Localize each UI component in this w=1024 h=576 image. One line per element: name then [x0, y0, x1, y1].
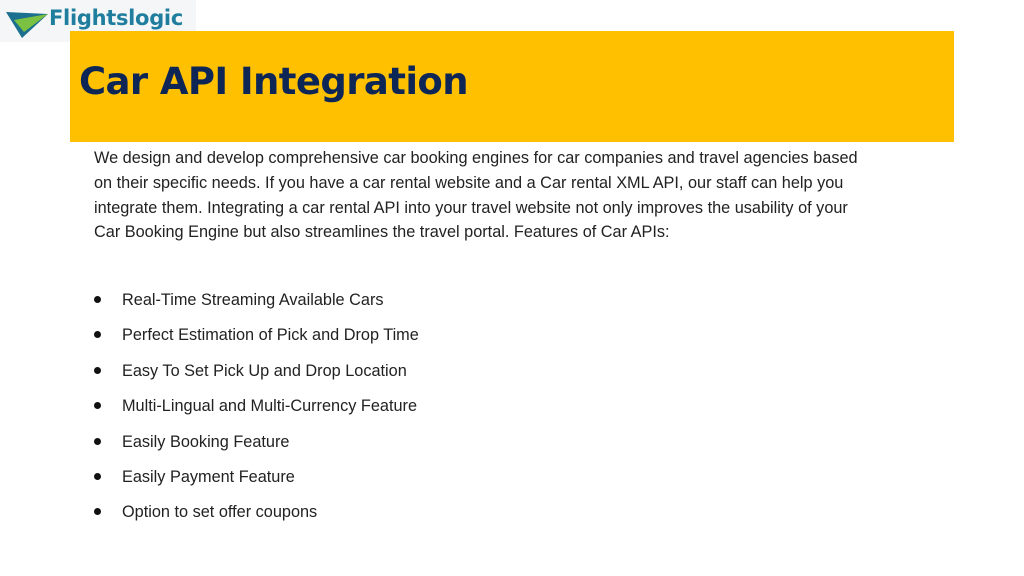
- bullet-icon: [94, 402, 101, 409]
- feature-item: [94, 464, 419, 499]
- feature-label: Easy To Set Pick Up and Drop Location: [122, 361, 407, 380]
- feature-label: Easily Payment Feature: [122, 467, 295, 486]
- feature-item: [94, 358, 419, 393]
- feature-label: Multi-Lingual and Multi-Currency Feature: [122, 397, 417, 416]
- bullet-icon: [94, 473, 101, 480]
- plane-logo-icon: [4, 10, 50, 40]
- feature-item: [94, 322, 419, 357]
- feature-item: [94, 393, 419, 428]
- bullet-icon: [94, 508, 101, 515]
- feature-label: Easily Booking Feature: [122, 432, 290, 451]
- page-title: Car API Integration: [79, 60, 468, 103]
- feature-item: [94, 287, 419, 322]
- bullet-icon: [94, 438, 101, 445]
- feature-list: [94, 287, 419, 535]
- feature-label: Real-Time Streaming Available Cars: [122, 291, 384, 309]
- brand-name: Flightslogic: [49, 6, 183, 30]
- bullet-icon: [94, 331, 101, 338]
- bullet-icon: [94, 367, 101, 374]
- bullet-icon: [94, 296, 101, 303]
- title-band: [70, 31, 954, 142]
- feature-item: [94, 499, 419, 534]
- intro-paragraph: We design and develop comprehensive car booking engines for car companies and travel agencies based on their specific needs. If you have a car rental website and a Car rental XML API, our staff can help you integrate them. Integrating a car rental API into your travel website not only improves the usability of your Car Booking Engine but also streamlines the travel portal. Features of Car APIs:: [94, 149, 858, 242]
- feature-label: Perfect Estimation of Pick and Drop Time: [122, 326, 419, 345]
- feature-item: [94, 429, 419, 464]
- feature-label: Option to set offer coupons: [122, 503, 318, 522]
